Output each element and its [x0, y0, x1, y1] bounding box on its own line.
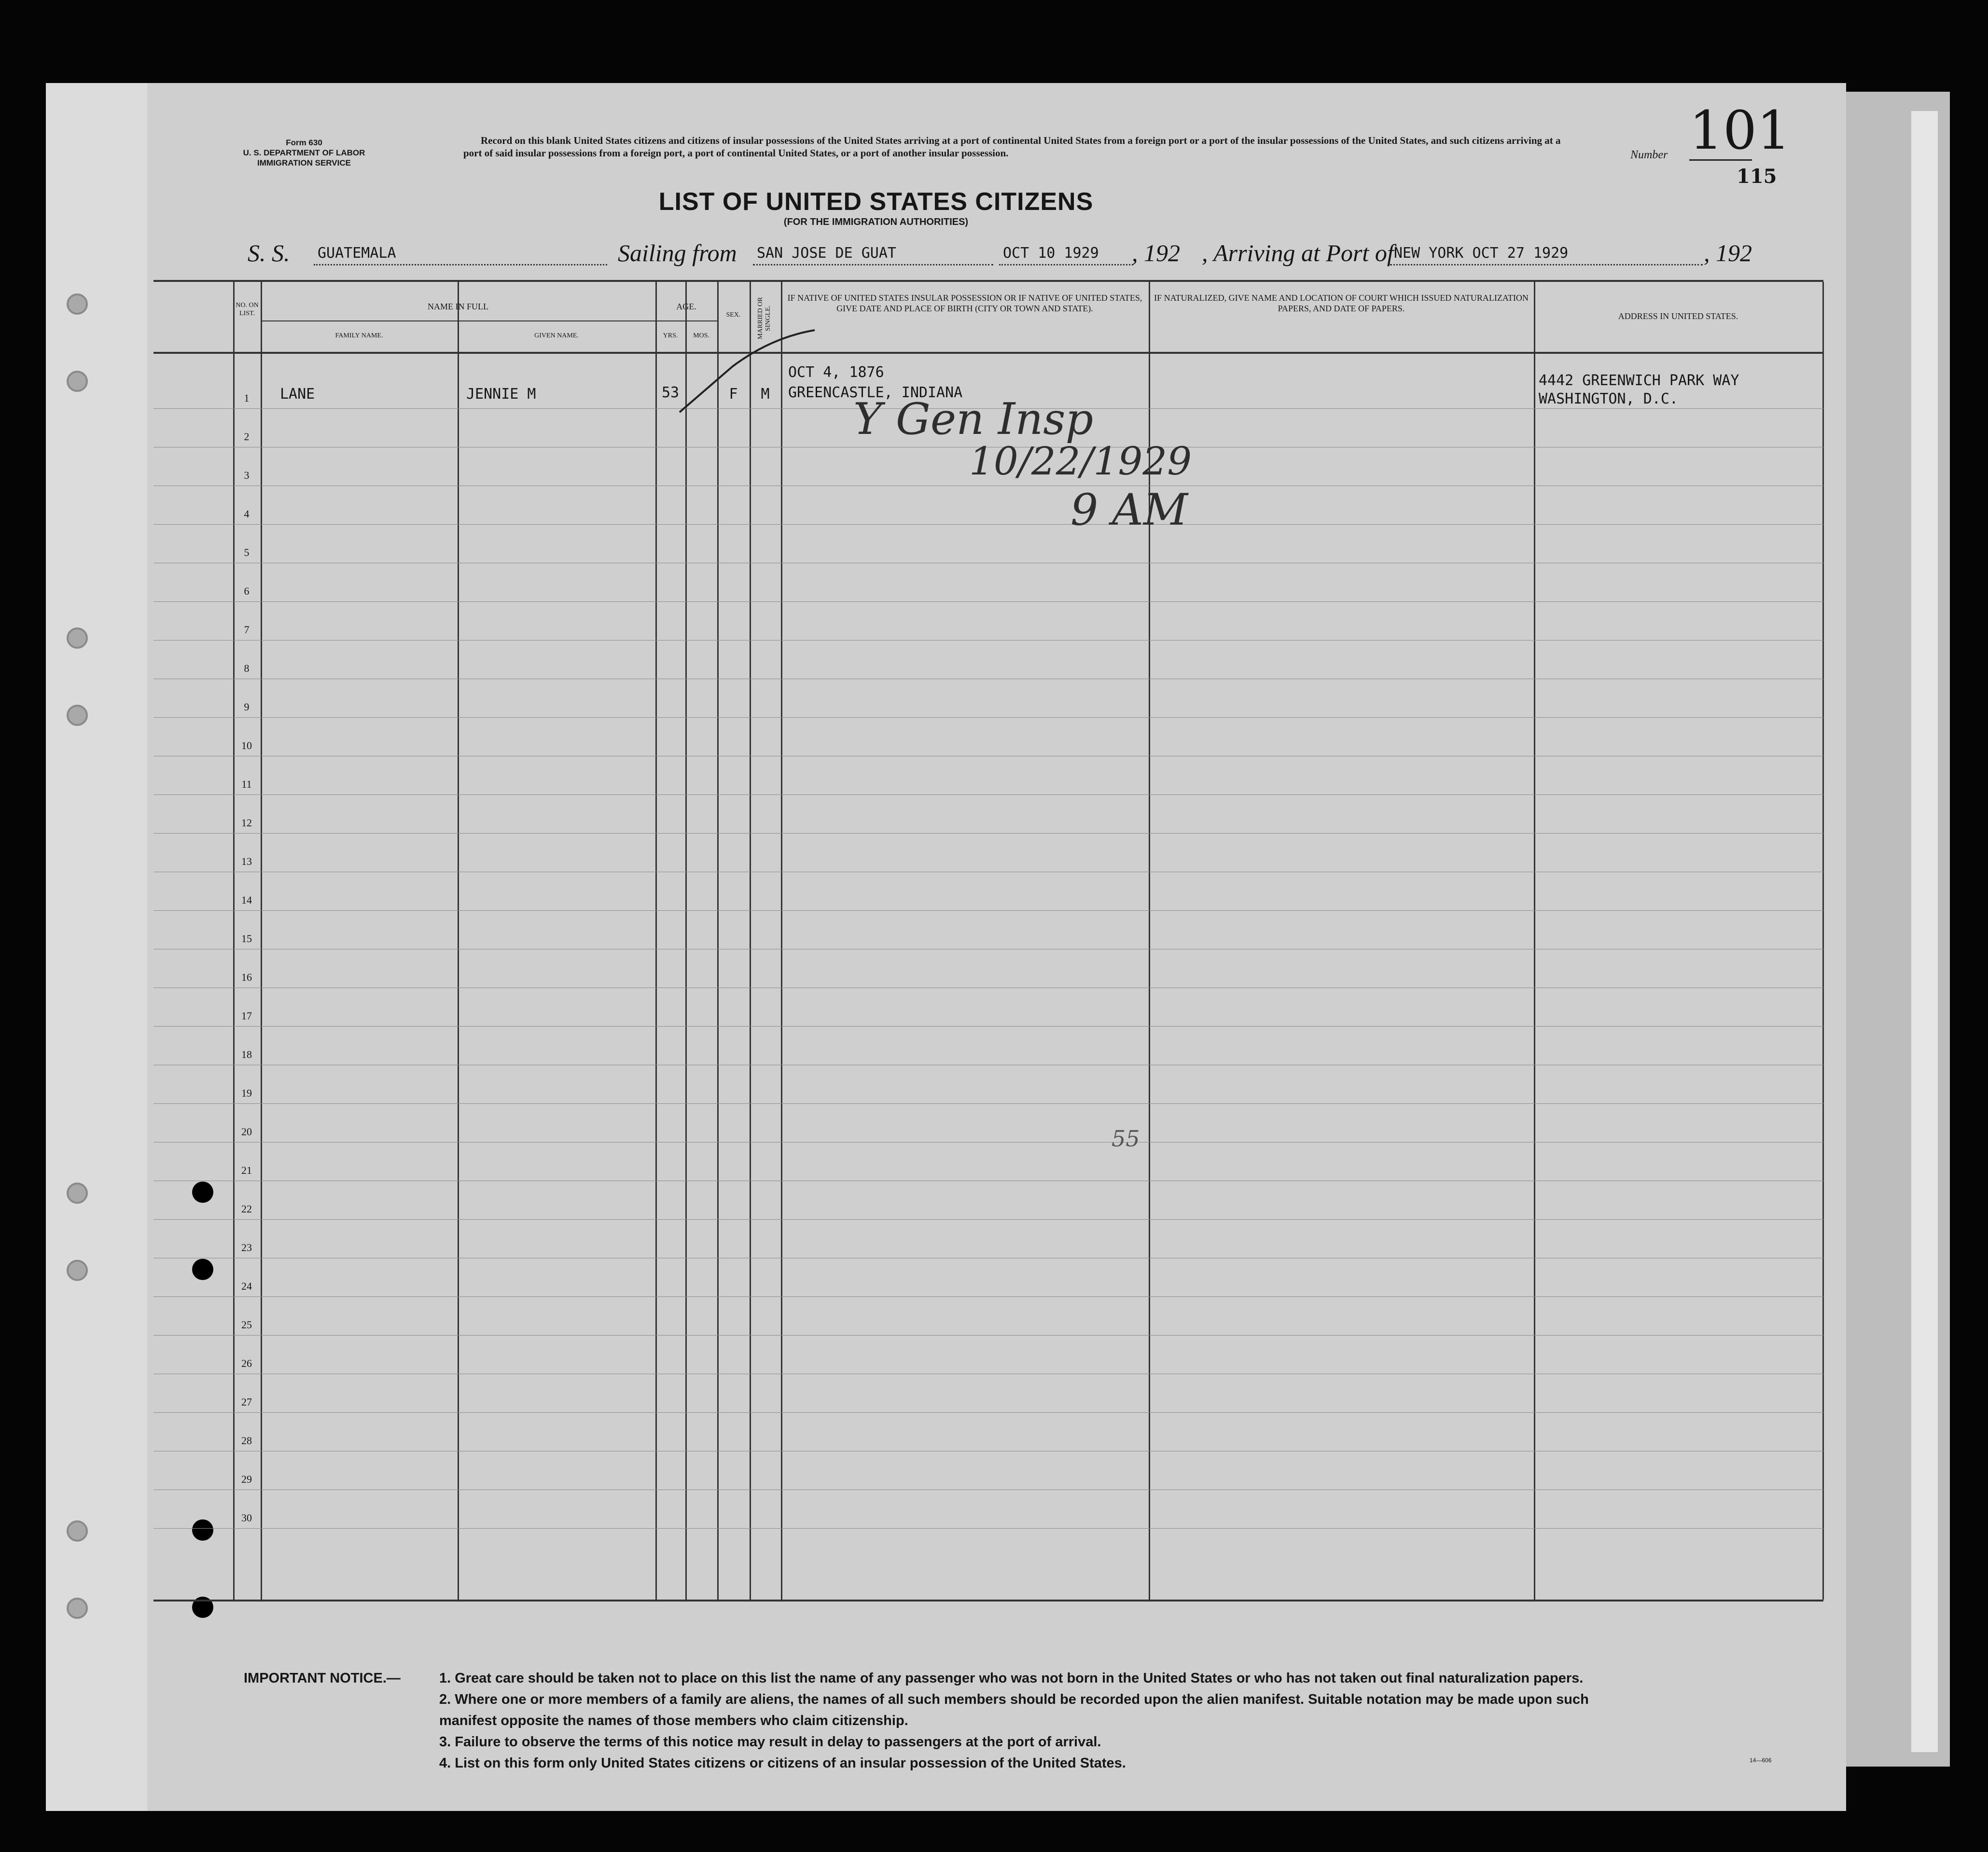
row-number: 10	[241, 739, 252, 752]
column-divider	[655, 282, 657, 1600]
family-name-cell: LANE	[280, 386, 315, 403]
address-line-1: 4442 GREENWICH PARK WAY	[1539, 372, 1739, 389]
sex-cell: F	[729, 386, 738, 403]
row-number: 6	[244, 585, 250, 597]
year-suffix-1: , 192	[1132, 239, 1180, 266]
age-header-rule	[655, 320, 717, 321]
arriving-label: , Arriving at Port of	[1202, 239, 1394, 266]
binder-ring-hole	[67, 371, 88, 392]
row-number: 22	[241, 1203, 252, 1215]
row-number: 20	[241, 1126, 252, 1138]
row-rule	[153, 640, 1823, 641]
row-number: 9	[244, 701, 250, 713]
check-mark	[675, 328, 820, 424]
binder-ring-hole	[67, 1598, 88, 1619]
inspector-signature: Y Gen Insp	[853, 394, 1094, 445]
birth-date-cell: OCT 4, 1876	[788, 364, 884, 381]
row-rule	[153, 833, 1823, 834]
column-divider	[261, 282, 262, 1600]
row-number: 12	[241, 817, 252, 829]
sailing-port: SAN JOSE DE GUAT	[753, 245, 993, 265]
row-rule	[153, 910, 1823, 911]
address-line-2: WASHINGTON, D.C.	[1539, 390, 1678, 407]
back-page-edge	[1911, 111, 1938, 1752]
column-divider	[1822, 282, 1824, 1600]
notice-item: 4. List on this form only United States citizens or citizens of an insular possession of the United States.	[439, 1755, 1126, 1771]
row-rule	[153, 1296, 1823, 1297]
row-rule	[153, 601, 1823, 602]
notice-item: 2. Where one or more members of a family are aliens, the names of all such members should be recorded upon the alien manifest. Suitable notation may be made upon such	[439, 1692, 1589, 1707]
passenger-table	[153, 280, 1823, 1601]
row-number: 3	[244, 469, 250, 481]
row-number: 24	[241, 1280, 252, 1292]
column-divider	[781, 282, 782, 1600]
inspection-time: 9 AM	[1070, 485, 1188, 535]
row-rule	[153, 1026, 1823, 1027]
column-divider	[717, 282, 719, 1600]
notice-item: 1. Great care should be taken not to place on this list the name of any passenger who was not born in the United States or who has not taken out final naturalization papers.	[439, 1671, 1584, 1686]
page-subtitle: (FOR THE IMMIGRATION AUTHORITIES)	[783, 217, 969, 227]
header-married-single: MARRIED OR SINGLE.	[757, 297, 772, 339]
notice-heading: IMPORTANT NOTICE.—	[244, 1671, 401, 1686]
sheet-number: 115	[1737, 165, 1777, 188]
page-title: LIST OF UNITED STATES CITIZENS	[658, 188, 1094, 216]
row-number: 18	[241, 1048, 252, 1060]
form-code: 14—606	[1750, 1757, 1772, 1764]
row-rule	[153, 1103, 1823, 1104]
row-number: 2	[244, 431, 250, 443]
row-rule	[153, 1412, 1823, 1413]
row-rule	[153, 1528, 1823, 1529]
row-number: 15	[241, 933, 252, 945]
column-divider	[1534, 282, 1535, 1600]
row-number: 1	[244, 392, 250, 404]
row-number: 5	[244, 546, 250, 558]
row-number: 8	[244, 662, 250, 674]
header-yrs: YRS.	[663, 332, 678, 339]
row-rule	[153, 1219, 1823, 1220]
column-divider	[685, 282, 687, 1600]
row-number: 17	[241, 1010, 252, 1022]
notice-item: 3. Failure to observe the terms of this notice may result in delay to passengers at the port of arrival.	[439, 1734, 1101, 1750]
ship-label: S. S.	[248, 239, 290, 266]
column-divider	[750, 282, 751, 1600]
margin-mark: 55	[1112, 1126, 1140, 1152]
row-number: 25	[241, 1319, 252, 1331]
binder-ring-hole	[67, 627, 88, 649]
row-number: 30	[241, 1512, 252, 1524]
marital-status-cell: M	[761, 386, 770, 403]
row-number: 4	[244, 508, 250, 520]
binder-ring-hole	[67, 705, 88, 726]
arrival-port-date: NEW YORK OCT 27 1929	[1390, 245, 1703, 265]
notice-list	[439, 1668, 1839, 1774]
row-number: 14	[241, 894, 252, 906]
header-address: ADDRESS IN UNITED STATES.	[1618, 311, 1738, 321]
form-identifier	[208, 138, 401, 168]
binder-ring-hole	[67, 1260, 88, 1281]
number-label: Number	[1630, 149, 1668, 161]
header-naturalized: IF NATURALIZED, GIVE NAME AND LOCATION OF COURT WHICH ISSUED NATURALIZATION PAPERS, AND DATE OF PAPERS.	[1154, 293, 1529, 313]
header-given-name: GIVEN NAME.	[534, 332, 579, 339]
header-birth: IF NATIVE OF UNITED STATES INSULAR POSSESSION OR IF NATIVE OF UNITED STATES, GIVE DATE AND PLACE OF BIRTH (CITY OR TOWN AND STATE).	[787, 293, 1142, 313]
header-no-on-list: NO. ON LIST.	[236, 302, 259, 317]
age-years-cell: 53	[661, 384, 680, 401]
number-value: 101	[1689, 99, 1791, 161]
sailing-label: Sailing from	[618, 239, 737, 266]
binder-ring-hole	[67, 1183, 88, 1204]
given-name-cell: JENNIE M	[466, 386, 536, 403]
inspection-date: 10/22/1929	[969, 439, 1192, 484]
row-rule	[153, 524, 1823, 525]
row-number: 26	[241, 1357, 252, 1369]
header-sex: SEX.	[726, 311, 741, 319]
header-name-in-full: NAME IN FULL	[428, 302, 488, 311]
row-number: 21	[241, 1164, 252, 1176]
department: U. S. DEPARTMENT OF LABOR	[243, 148, 365, 157]
sailing-date: OCT 10 1929	[999, 245, 1133, 265]
row-number: 13	[241, 855, 252, 867]
row-rule	[153, 1335, 1823, 1336]
year-suffix-2: , 192	[1704, 239, 1752, 266]
row-number: 27	[241, 1396, 252, 1408]
header-age: AGE.	[676, 302, 696, 311]
binder-ring-hole	[67, 293, 88, 315]
header-rule	[153, 352, 1823, 354]
row-number: 19	[241, 1087, 252, 1099]
row-rule	[153, 717, 1823, 718]
service: IMMIGRATION SERVICE	[257, 158, 351, 167]
row-number: 28	[241, 1434, 252, 1447]
binder-ring-hole	[67, 1520, 88, 1542]
row-number: 29	[241, 1473, 252, 1485]
ship-name: GUATEMALA	[314, 245, 607, 265]
instructions: Record on this blank United States citizens and citizens of insular possessions of the United States arriving at a port of continental United States from a foreign port or a port of the insular possessions of the United States, and such citizens arriving at a port of said insular possessions from a foreign port, a port of continental United States, or a port of another insular possession.	[463, 135, 1561, 159]
name-header-rule	[261, 320, 655, 321]
row-number: 7	[244, 624, 250, 636]
binder-strip	[46, 83, 154, 1811]
birth-place-cell: GREENCASTLE, INDIANA	[788, 384, 963, 401]
row-number: 11	[241, 778, 252, 790]
row-rule	[153, 794, 1823, 795]
column-divider	[458, 282, 459, 1600]
form-number: Form 630	[286, 138, 322, 147]
notice-item-continued: manifest opposite the names of those members who claim citizenship.	[439, 1713, 908, 1728]
row-number: 23	[241, 1241, 252, 1253]
header-mos: MOS.	[693, 332, 709, 339]
header-family-name: FAMILY NAME.	[335, 332, 383, 339]
row-number: 16	[241, 971, 252, 983]
